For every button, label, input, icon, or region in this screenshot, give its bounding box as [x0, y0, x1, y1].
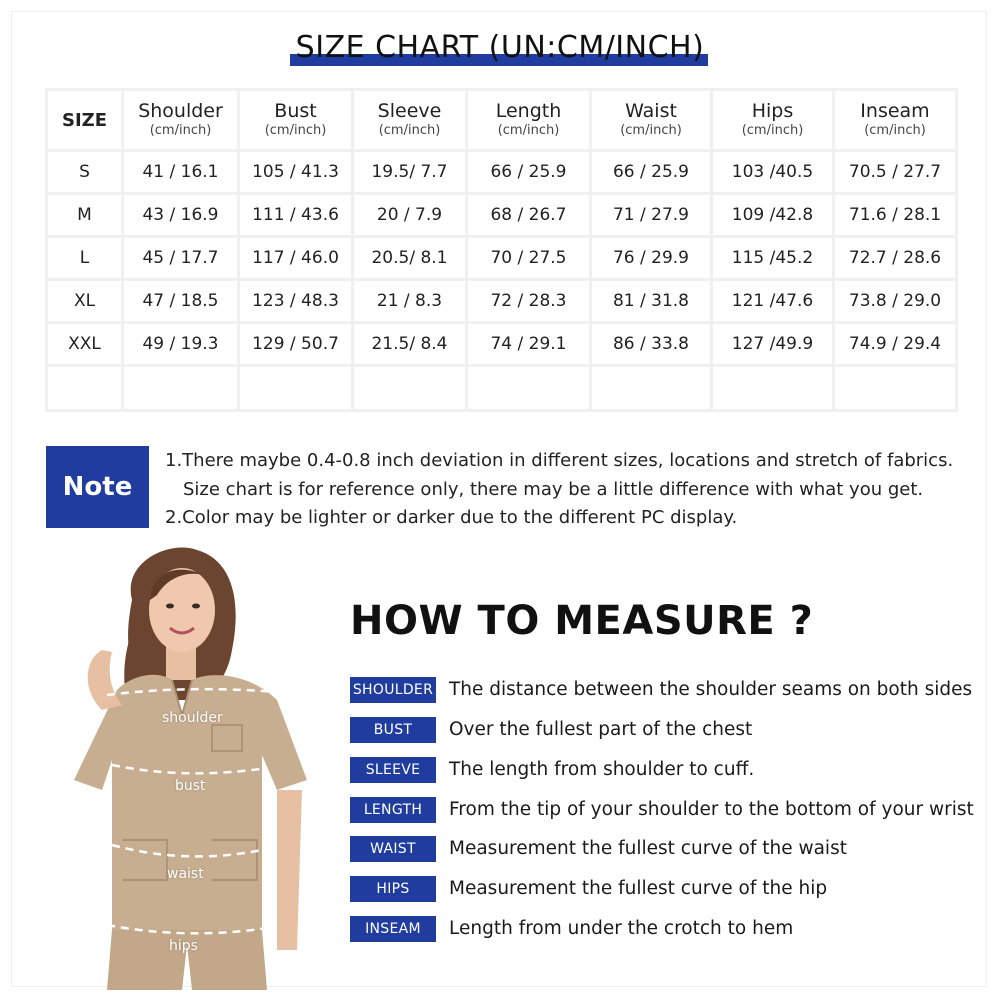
table-cell: [834, 366, 957, 411]
measure-tag: INSEAM: [350, 916, 436, 942]
table-cell: 21 / 8.3: [353, 280, 467, 323]
measure-desc: Measurement the fullest curve of the waist: [449, 838, 847, 859]
header-name: Bust: [274, 100, 317, 122]
table-cell: L: [47, 237, 123, 280]
table-cell: 74 / 29.1: [467, 323, 591, 366]
table-cell: 76 / 29.9: [591, 237, 712, 280]
table-header-row: [47, 90, 957, 151]
table-cell: 49 / 19.3: [123, 323, 239, 366]
table-cell: 129 / 50.7: [239, 323, 353, 366]
measure-desc: From the tip of your shoulder to the bottom of your wrist: [449, 799, 974, 820]
table-cell: 45 / 17.7: [123, 237, 239, 280]
header-unit: (cm/inch): [149, 123, 212, 138]
table-cell: 86 / 33.8: [591, 323, 712, 366]
table-cell: 19.5/ 7.7: [353, 151, 467, 194]
measure-row-waist: [350, 836, 970, 862]
how-to-measure-title: HOW TO MEASURE ?: [350, 598, 814, 644]
note-line-2: Size chart is for reference only, there may be a little difference with what you get.: [183, 478, 924, 500]
note-badge: Note: [46, 446, 149, 528]
table-cell: 72 / 28.3: [467, 280, 591, 323]
header-name: Length: [495, 100, 562, 122]
table-cell: S: [47, 151, 123, 194]
table-cell: 66 / 25.9: [467, 151, 591, 194]
measure-desc: Over the fullest part of the chest: [449, 719, 753, 740]
title-block: [0, 28, 1000, 72]
header-sleeve: [353, 90, 467, 151]
table-cell: 70.5 / 27.7: [834, 151, 957, 194]
header-unit: (cm/inch): [620, 123, 682, 138]
table-cell: M: [47, 194, 123, 237]
table-cell: 43 / 16.9: [123, 194, 239, 237]
table-row-s: [47, 151, 957, 194]
table-cell: 21.5/ 8.4: [353, 323, 467, 366]
table-cell: 105 / 41.3: [239, 151, 353, 194]
model-label-waist: waist: [167, 866, 204, 882]
note-text: [165, 447, 965, 533]
measure-tag: BUST: [350, 717, 436, 743]
header-name: Sleeve: [377, 100, 442, 122]
measure-desc: Length from under the crotch to hem: [449, 918, 794, 939]
table-row-m: [47, 194, 957, 237]
measure-row-length: [350, 797, 974, 823]
measure-tag: LENGTH: [350, 797, 436, 823]
measure-desc: The distance between the shoulder seams on both sides: [449, 679, 973, 700]
note-line-1: 1.There maybe 0.4-0.8 inch deviation in different sizes, locations and stretch of fabrics.: [165, 450, 954, 471]
model-label-hips: hips: [169, 938, 198, 954]
table-cell: 81 / 31.8: [591, 280, 712, 323]
header-name: Waist: [625, 100, 677, 122]
measure-row-hips: [350, 876, 970, 902]
header-size: SIZE: [47, 90, 123, 151]
table-cell: 20 / 7.9: [353, 194, 467, 237]
table-cell: [123, 366, 239, 411]
measure-desc: Measurement the fullest curve of the hip: [449, 878, 828, 899]
table-cell: XL: [47, 280, 123, 323]
measure-desc: The length from shoulder to cuff.: [449, 759, 755, 780]
table-cell: [467, 366, 591, 411]
table-cell: 123 / 48.3: [239, 280, 353, 323]
header-unit: (cm/inch): [264, 123, 327, 138]
note-line-3: 2.Color may be lighter or darker due to the different PC display.: [165, 507, 738, 528]
table-cell: [47, 366, 123, 411]
header-unit: (cm/inch): [378, 123, 441, 138]
page-title: SIZE CHART (UN:CM/INCH): [295, 30, 705, 65]
measure-tag: SHOULDER: [350, 677, 436, 703]
size-chart-table: [45, 88, 958, 412]
table-cell: [353, 366, 467, 411]
table-cell: 73.8 / 29.0: [834, 280, 957, 323]
table-row-l: [47, 237, 957, 280]
table-row-empty: [47, 366, 957, 411]
header-bust: [239, 90, 353, 151]
table-cell: [591, 366, 712, 411]
measure-row-sleeve: [350, 757, 970, 783]
table-cell: [712, 366, 834, 411]
table-cell: 68 / 26.7: [467, 194, 591, 237]
table-cell: 74.9 / 29.4: [834, 323, 957, 366]
model-figure: [62, 540, 312, 990]
table-cell: 71 / 27.9: [591, 194, 712, 237]
measure-row-inseam: [350, 916, 970, 942]
table-row-xxl: [47, 323, 957, 366]
table-cell: 72.7 / 28.6: [834, 237, 957, 280]
table-cell: 71.6 / 28.1: [834, 194, 957, 237]
measure-row-bust: [350, 717, 970, 743]
header-unit: (cm/inch): [497, 123, 560, 138]
measure-tag: SLEEVE: [350, 757, 436, 783]
model-label-bust: bust: [175, 778, 206, 794]
table-cell: 111 / 43.6: [239, 194, 353, 237]
measure-tag: WAIST: [350, 836, 436, 862]
model-label-shoulder: shoulder: [162, 710, 223, 726]
table-cell: XXL: [47, 323, 123, 366]
header-shoulder: [123, 90, 239, 151]
measure-tag: HIPS: [350, 876, 436, 902]
header-inseam: [834, 90, 957, 151]
header-name: Shoulder: [138, 100, 223, 122]
table-cell: 47 / 18.5: [123, 280, 239, 323]
header-unit: (cm/inch): [741, 123, 804, 138]
header-unit: (cm/inch): [864, 123, 926, 138]
table-cell: 70 / 27.5: [467, 237, 591, 280]
table-cell: 109 /42.8: [712, 194, 834, 237]
table-cell: 103 /40.5: [712, 151, 834, 194]
header-length: [467, 90, 591, 151]
table-cell: 127 /49.9: [712, 323, 834, 366]
table-cell: [239, 366, 353, 411]
table-cell: 20.5/ 8.1: [353, 237, 467, 280]
table-cell: 115 /45.2: [712, 237, 834, 280]
table-cell: 121 /47.6: [712, 280, 834, 323]
header-name: Inseam: [860, 100, 930, 122]
header-waist: [591, 90, 712, 151]
model-illustration: [62, 540, 312, 990]
table-row-xl: [47, 280, 957, 323]
measure-row-shoulder: [350, 677, 973, 703]
header-hips: [712, 90, 834, 151]
table-cell: 117 / 46.0: [239, 237, 353, 280]
header-name: Hips: [751, 100, 794, 122]
table-cell: 41 / 16.1: [123, 151, 239, 194]
table-cell: 66 / 25.9: [591, 151, 712, 194]
